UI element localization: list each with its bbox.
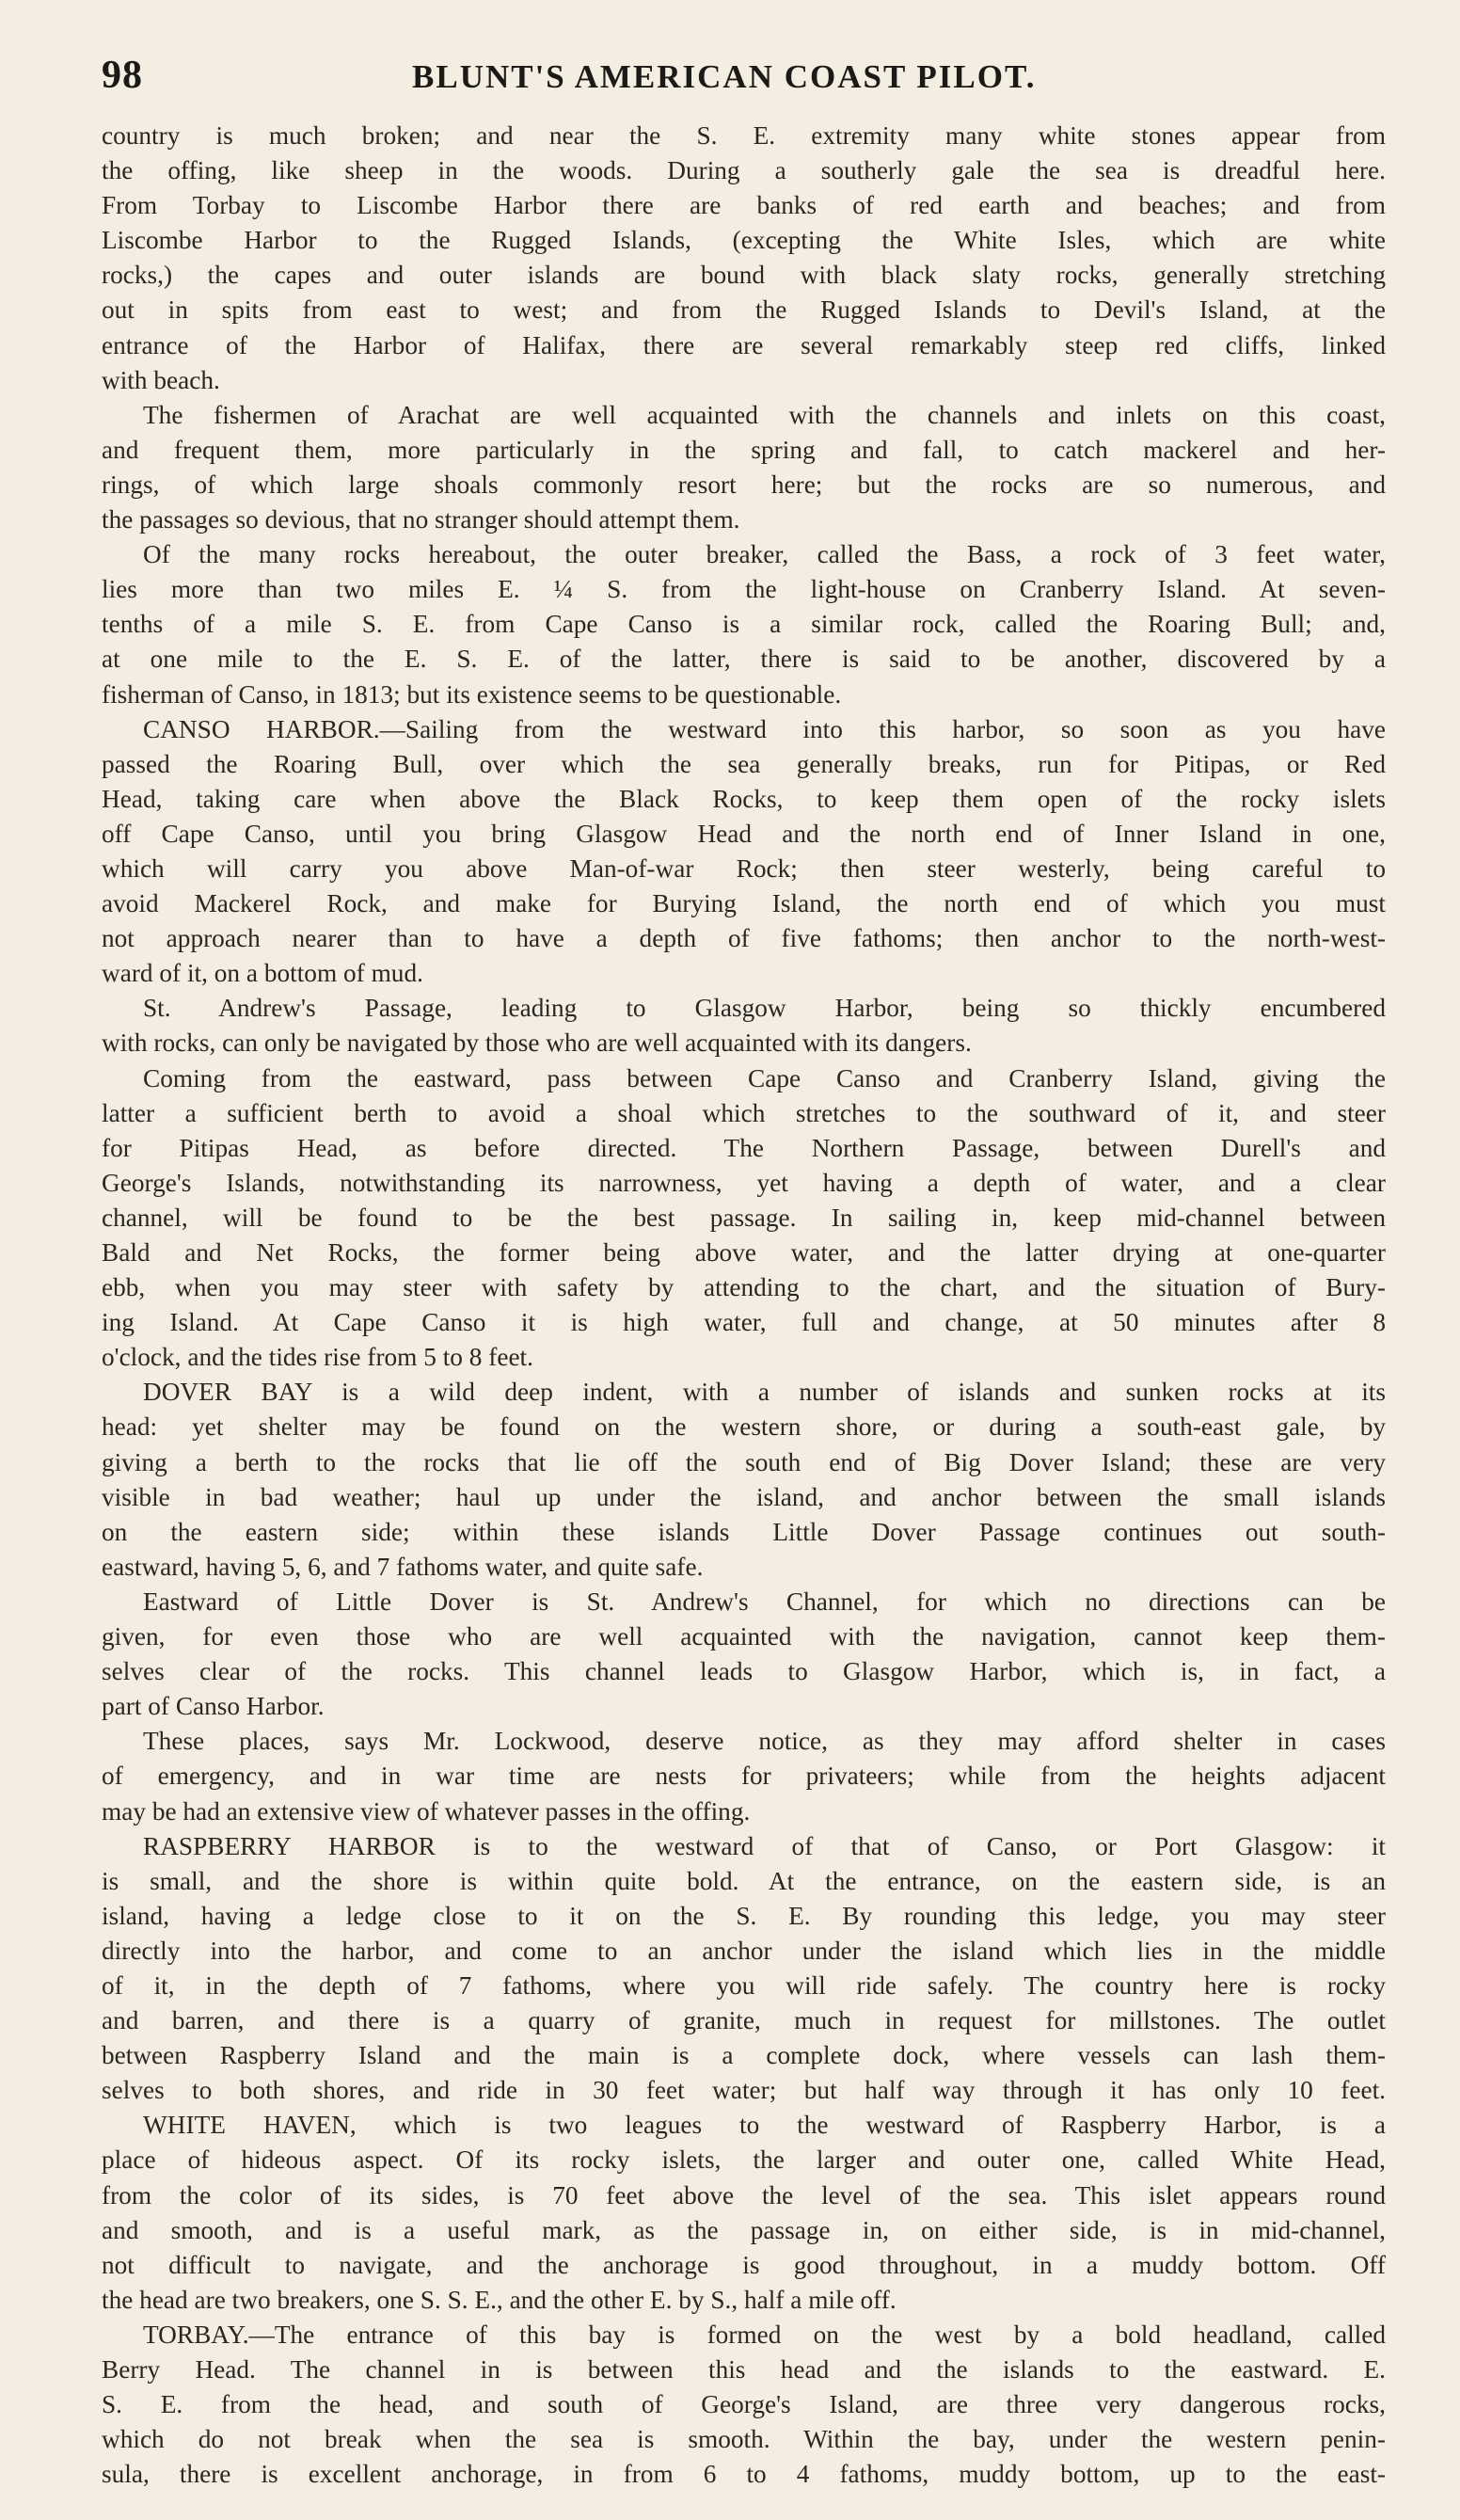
text-line: and barren, and there is a quarry of granite, much in request for millstones. The outlet — [102, 2006, 1386, 2035]
text-line: with beach. — [102, 365, 220, 394]
text-line: rings, of which large shoals commonly resort here; but the rocks are so numerous, and — [102, 470, 1386, 499]
text-line: Bald and Net Rocks, the former being above water, and the latter drying at one-quarter — [102, 1238, 1386, 1267]
text-line: St. Andrew's Passage, leading to Glasgow Harbor, being so thickly encumbered — [143, 994, 1386, 1023]
text-line: given, for even those who are well acquainted with the navigation, cannot keep them- — [102, 1622, 1386, 1651]
text-line: channel, will be found to be the best passage. In sailing in, keep mid-channel between — [102, 1203, 1386, 1232]
text-line: The fishermen of Arachat are well acquainted with the channels and inlets on this coast, — [143, 400, 1386, 429]
text-line: Head, taking care when above the Black Rocks, to keep them open of the rocky islets — [102, 784, 1386, 813]
text-line: TORBAY.—The entrance of this bay is formed on the west by a bold headland, called — [143, 2320, 1386, 2349]
text-line: sula, there is excellent anchorage, in from 6 to 4 fathoms, muddy bottom, up to the east- — [102, 2460, 1386, 2489]
text-line: rocks,) the capes and outer islands are bound with black slaty rocks, generally stretching — [102, 261, 1386, 290]
text-line: From Torbay to Liscombe Harbor there are banks of red earth and beaches; and from — [102, 191, 1386, 220]
text-line: island, having a ledge close to it on the S. E. By rounding this ledge, you may steer — [102, 1901, 1386, 1930]
text-line: Coming from the eastward, pass between Cape Canso and Cranberry Island, giving the — [143, 1063, 1386, 1093]
text-line: DOVER BAY is a wild deep indent, with a number of islands and sunken rocks at its — [143, 1378, 1386, 1407]
text-line: o'clock, and the tides rise from 5 to 8 feet. — [102, 1343, 533, 1372]
text-line: which do not break when the sea is smooth. Within the bay, under the western penin- — [102, 2425, 1386, 2454]
text-line: and smooth, and is a useful mark, as the passage in, on either side, is in mid-channel, — [102, 2215, 1386, 2244]
text-line: lies more than two miles E. ¼ S. from the light-house on Cranberry Island. At seven- — [102, 575, 1386, 604]
text-line: off Cape Canso, until you bring Glasgow Head and the north end of Inner Island in one, — [102, 819, 1386, 848]
page-number: 98 — [102, 54, 143, 97]
text-line: with rocks, can only be navigated by those who are well acquainted with its dangers. — [102, 1029, 972, 1058]
text-line: tenths of a mile S. E. from Cape Canso is a similar rock, called the Roaring Bull; and, — [102, 610, 1386, 639]
text-line: directly into the harbor, and come to an anchor under the island which lies in the middle — [102, 1936, 1386, 1965]
text-line: giving a berth to the rocks that lie off the south end of Big Dover Island; these are very — [102, 1447, 1386, 1476]
text-line: not difficult to navigate, and the anchorage is good throughout, in a muddy bottom. Off — [102, 2250, 1386, 2279]
text-line: avoid Mackerel Rock, and make for Burying Island, the north end of which you must — [102, 889, 1386, 918]
text-line: of it, in the depth of 7 fathoms, where you will ride safely. The country here is rocky — [102, 1970, 1386, 2000]
text-line: ing Island. At Cape Canso it is high water, full and change, at 50 minutes after 8 — [102, 1308, 1386, 1337]
page-header — [102, 53, 1387, 109]
text-line: eastward, having 5, 6, and 7 fathoms water, and quite safe. — [102, 1552, 704, 1581]
text-line: selves to both shores, and ride in 30 feet water; but half way through it has only 10 feet. — [102, 2076, 1386, 2105]
text-line: visible in bad weather; haul up under the island, and anchor between the small islands — [102, 1482, 1386, 1511]
text-line: George's Islands, notwithstanding its narrowness, yet having a depth of water, and a clear — [102, 1168, 1386, 1197]
body-text — [102, 119, 1386, 2492]
text-line: selves clear of the rocks. This channel leads to Glasgow Harbor, which is, in fact, a — [102, 1657, 1386, 1686]
text-line: is small, and the shore is within quite bold. At the entrance, on the eastern side, is an — [102, 1866, 1386, 1895]
text-line: Eastward of Little Dover is St. Andrew's Channel, for which no directions can be — [143, 1587, 1386, 1616]
text-line: ward of it, on a bottom of mud. — [102, 959, 423, 988]
text-line: CANSO HARBOR.—Sailing from the westward into this harbor, so soon as you have — [143, 714, 1386, 743]
text-line: entrance of the Harbor of Halifax, there are several remarkably steep red cliffs, linked — [102, 330, 1386, 359]
text-line: of emergency, and in war time are nests for privateers; while from the heights adjacent — [102, 1762, 1386, 1791]
text-line: and frequent them, more particularly in the spring and fall, to catch mackerel and her- — [102, 435, 1386, 464]
running-title: BLUNT'S AMERICAN COAST PILOT. — [412, 58, 1037, 95]
text-line: from the color of its sides, is 70 feet above the level of the sea. This islet appears round — [102, 2180, 1386, 2209]
text-line: head: yet shelter may be found on the western shore, or during a south-east gale, by — [102, 1412, 1386, 1442]
text-line: RASPBERRY HARBOR is to the westward of that of Canso, or Port Glasgow: it — [143, 1831, 1386, 1860]
text-line: S. E. from the head, and south of George's Island, are three very dangerous rocks, — [102, 2390, 1386, 2419]
text-line: WHITE HAVEN, which is two leagues to the westward of Raspberry Harbor, is a — [143, 2111, 1386, 2140]
text-line: the head are two breakers, one S. S. E., and the other E. by S., half a mile off. — [102, 2285, 897, 2314]
text-line: ebb, when you may steer with safety by attending to the chart, and the situation of Bury- — [102, 1273, 1386, 1302]
text-line: for Pitipas Head, as before directed. The Northern Passage, between Durell's and — [102, 1133, 1386, 1162]
text-line: place of hideous aspect. Of its rocky islets, the larger and outer one, called White Head, — [102, 2145, 1386, 2175]
text-line: These places, says Mr. Lockwood, deserve notice, as they may afford shelter in cases — [143, 1727, 1386, 1756]
text-line: fisherman of Canso, in 1813; but its existence seems to be questionable. — [102, 679, 842, 709]
text-line: at one mile to the E. S. E. of the latter, there is said to be another, discovered by a — [102, 645, 1386, 674]
text-line: passed the Roaring Bull, over which the sea generally breaks, run for Pitipas, or Red — [102, 749, 1386, 778]
text-line: Of the many rocks hereabout, the outer breaker, called the Bass, a rock of 3 feet water, — [143, 540, 1386, 569]
text-line: not approach nearer than to have a depth of five fathoms; then anchor to the north-west- — [102, 924, 1386, 953]
text-line: may be had an extensive view of whatever passes in the offing. — [102, 1796, 751, 1826]
text-line: out in spits from east to west; and from the Rugged Islands to Devil's Island, at the — [102, 295, 1386, 325]
text-line: which will carry you above Man-of-war Rock; then steer westerly, being careful to — [102, 853, 1386, 883]
text-line: country is much broken; and near the S. E. extremity many white stones appear from — [102, 121, 1386, 150]
text-line: on the eastern side; within these islands Little Dover Passage continues out south- — [102, 1517, 1386, 1546]
text-line: the passages so devious, that no stranger should attempt them. — [102, 505, 740, 534]
text-line: Liscombe Harbor to the Rugged Islands, (excepting the White Isles, which are white — [102, 226, 1386, 255]
text-line: between Raspberry Island and the main is a complete dock, where vessels can lash them- — [102, 2041, 1386, 2070]
text-line: Berry Head. The channel in is between this head and the islands to the eastward. E. — [102, 2355, 1386, 2384]
text-line: part of Canso Harbor. — [102, 1692, 325, 1721]
text-line: the offing, like sheep in the woods. During a southerly gale the sea is dreadful here. — [102, 156, 1386, 185]
text-line: latter a sufficient berth to avoid a shoal which stretches to the southward of it, and steer — [102, 1098, 1386, 1127]
